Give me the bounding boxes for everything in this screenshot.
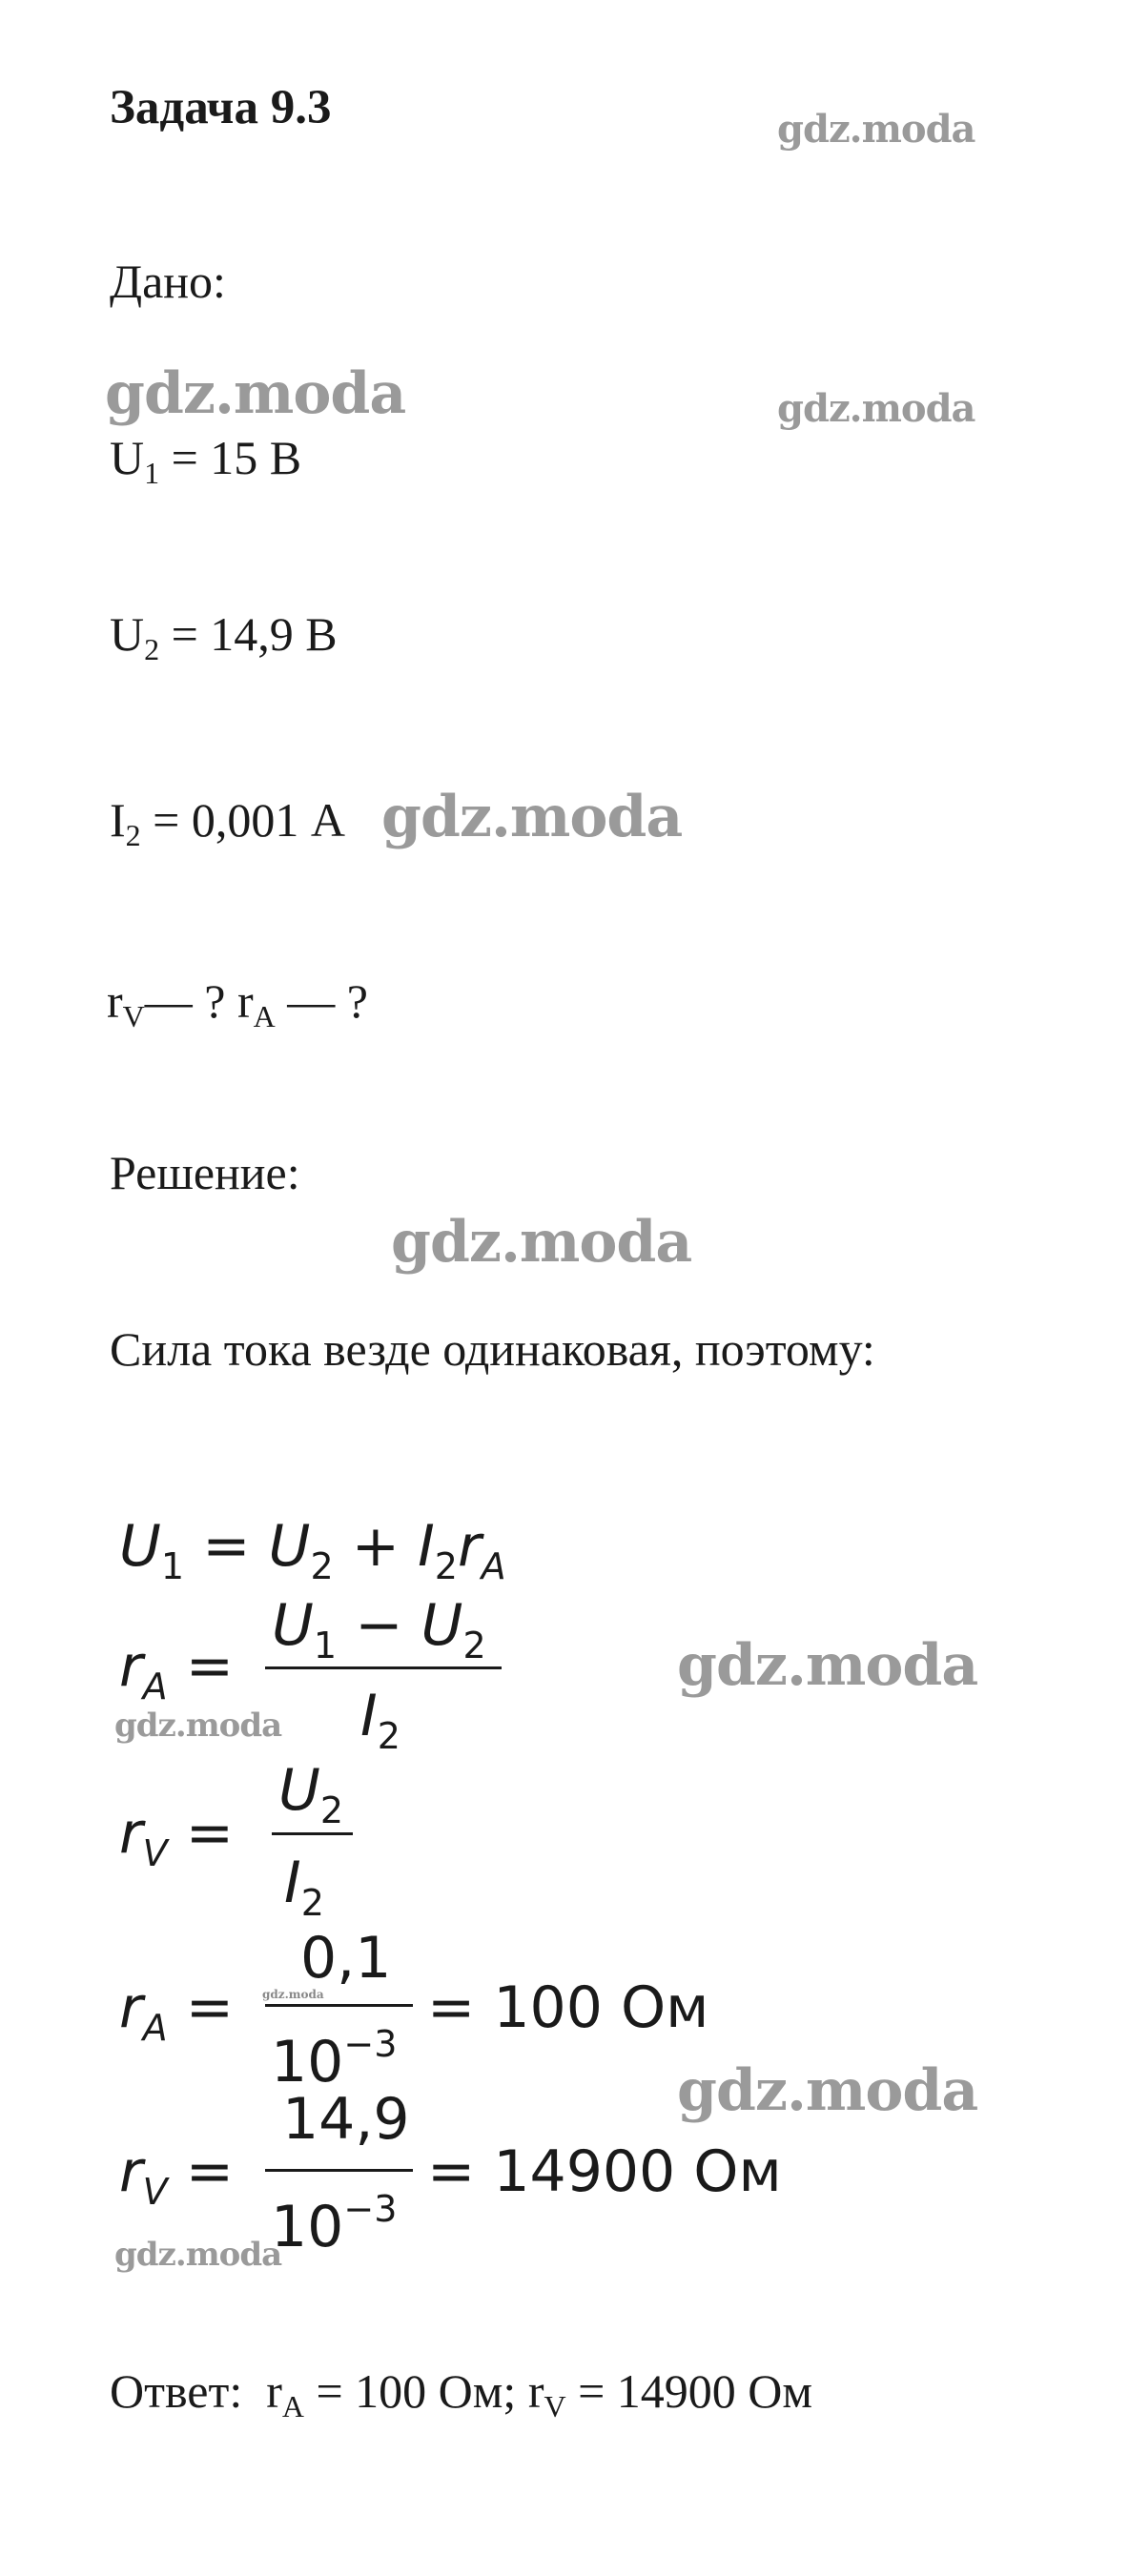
given-label: Дано:: [110, 255, 226, 308]
eq1-u1: U: [119, 1513, 161, 1580]
eq2-den-i-sub: 2: [377, 1715, 400, 1757]
watermark-10: gdz.moda: [114, 2236, 282, 2274]
find-mid: — ? r: [144, 974, 254, 1028]
eq1-u2: U: [268, 1513, 311, 1580]
equation-1: [119, 1513, 506, 1587]
solution-text: Сила тока везде одинаковая, поэтому:: [110, 1322, 875, 1376]
answer-sub-a: A: [281, 2389, 304, 2423]
equation-4-lhs: [119, 1974, 235, 2049]
eq3-fraction-bar: [272, 1832, 353, 1835]
eq4-fraction-bar: [265, 2004, 413, 2007]
equation-2-lhs: [119, 1633, 235, 1707]
watermark-4: gdz.moda: [381, 784, 683, 850]
eq4-den-base: 10: [271, 2029, 344, 2096]
answer-end: = 14900 Ом: [565, 2364, 813, 2418]
equation-3-denominator: [284, 1850, 324, 1924]
eq2-fraction-bar: [265, 1666, 502, 1669]
given-i2: [110, 793, 345, 852]
find-sub-a: A: [253, 999, 276, 1033]
watermark-2: gdz.moda: [105, 360, 406, 427]
equation-3-lhs: [119, 1800, 235, 1874]
answer: [110, 2364, 813, 2423]
eq5-r: r: [119, 2138, 143, 2205]
watermark-7: gdz.moda: [114, 1707, 282, 1745]
eq3-den-i: I: [284, 1850, 301, 1916]
eq2-r-sub: A: [142, 1666, 168, 1707]
equation-5-denominator: [271, 2188, 398, 2260]
given-find: [107, 974, 368, 1033]
watermark-8: gdz.moda: [262, 1988, 324, 2001]
answer-r-a: r: [266, 2364, 282, 2418]
eq3-equals: =: [185, 1800, 235, 1867]
given-u2-subscript: 2: [144, 632, 160, 666]
find-r-v: r: [107, 974, 123, 1028]
equation-2-numerator: [272, 1592, 486, 1666]
equation-4-numerator: 0,1: [300, 1925, 392, 1992]
given-i2-value: = 0,001 А: [140, 793, 345, 847]
eq3-r-sub: V: [142, 1832, 168, 1874]
eq3-r: r: [119, 1800, 143, 1867]
find-sub-v: V: [122, 999, 145, 1033]
eq5-den-exp: −3: [343, 2188, 398, 2230]
given-u2-symbol: U: [110, 607, 145, 661]
eq1-equals: =: [202, 1513, 251, 1580]
eq2-num-u1-sub: 1: [313, 1625, 338, 1666]
eq1-u2-sub: 2: [310, 1545, 334, 1587]
eq3-num-u: U: [278, 1757, 320, 1824]
find-end: — ?: [275, 974, 368, 1028]
eq4-den-exp: −3: [343, 2023, 398, 2065]
equation-3-numerator: [278, 1757, 344, 1831]
answer-mid: = 100 Ом; r: [303, 2364, 544, 2418]
eq3-den-i-sub: 2: [300, 1882, 324, 1924]
given-u1-value: = 15 В: [159, 431, 302, 484]
eq1-i: I: [418, 1513, 435, 1580]
eq2-r: r: [119, 1633, 143, 1700]
eq1-r: r: [457, 1513, 482, 1580]
watermark-3: gdz.moda: [777, 386, 975, 431]
equation-5-lhs: [119, 2138, 235, 2213]
eq3-num-u-sub: 2: [319, 1789, 344, 1831]
eq2-num-u2-sub: 2: [462, 1625, 486, 1666]
eq4-r-sub: A: [142, 2007, 168, 2049]
given-i2-subscript: 2: [125, 818, 141, 852]
answer-sub-v: V: [544, 2389, 566, 2423]
eq5-fraction-bar: [265, 2169, 413, 2172]
equation-4-denominator: [271, 2023, 398, 2096]
eq5-den-base: 10: [271, 2194, 344, 2260]
watermark-9: gdz.moda: [677, 2057, 978, 2124]
eq2-num-u1: U: [272, 1592, 314, 1659]
eq2-num-u2: U: [421, 1592, 463, 1659]
watermark-5: gdz.moda: [391, 1209, 692, 1276]
eq2-equals: =: [185, 1633, 235, 1700]
equation-4-result: = 100 Ом: [427, 1974, 709, 2041]
eq1-u1-sub: 1: [160, 1545, 185, 1587]
eq2-minus: −: [355, 1592, 403, 1659]
equation-5-numerator: 14,9: [282, 2086, 410, 2153]
equation-2-denominator: [360, 1683, 400, 1757]
eq2-den-i: I: [360, 1683, 378, 1749]
eq1-r-sub: A: [481, 1545, 506, 1587]
eq5-r-sub: V: [142, 2171, 168, 2213]
given-u2: [110, 607, 338, 666]
watermark-1: gdz.moda: [777, 107, 975, 152]
eq5-equals: =: [185, 2138, 235, 2205]
given-u2-value: = 14,9 В: [159, 607, 338, 661]
given-i2-symbol: I: [110, 793, 126, 847]
given-u1: [110, 431, 302, 490]
eq4-equals: =: [185, 1974, 235, 2041]
answer-label: Ответ:: [110, 2364, 243, 2418]
eq4-r: r: [119, 1974, 143, 2041]
given-u1-subscript: 1: [144, 456, 160, 490]
given-u1-symbol: U: [110, 431, 145, 484]
equation-5-result: = 14900 Ом: [427, 2138, 782, 2205]
solution-label: Решение:: [110, 1146, 300, 1199]
eq1-i-sub: 2: [434, 1545, 458, 1587]
task-title: Задача 9.3: [110, 81, 332, 134]
watermark-6: gdz.moda: [677, 1632, 978, 1699]
eq1-plus: +: [351, 1513, 400, 1580]
